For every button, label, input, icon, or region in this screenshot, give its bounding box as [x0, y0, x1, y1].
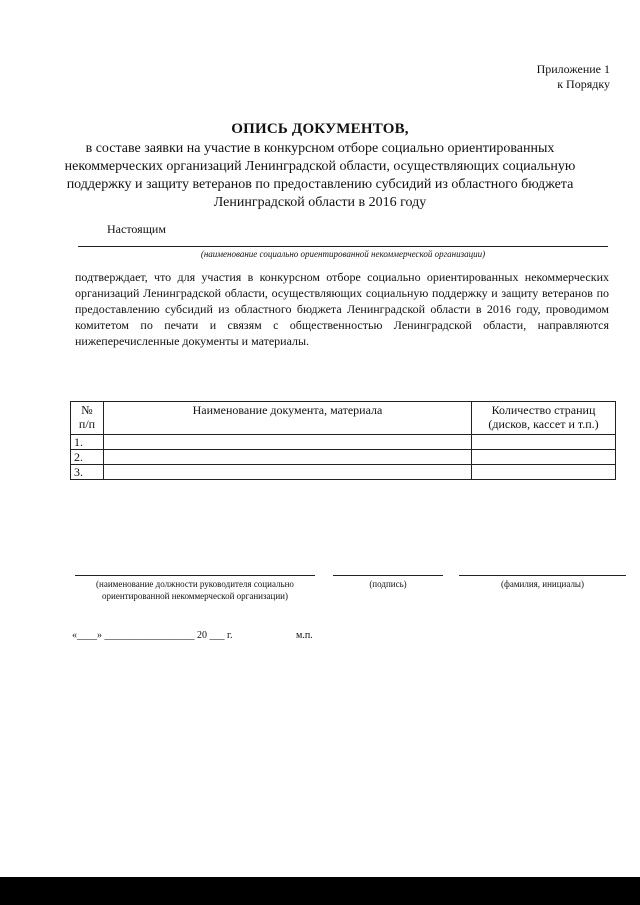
row-num: 2.: [71, 450, 104, 465]
header-count: [472, 402, 616, 435]
header-num-line-2: п/п: [78, 417, 96, 431]
table-row: [71, 450, 616, 465]
signature-caption: (подпись): [369, 579, 407, 589]
table-header-row: [71, 402, 616, 435]
document-title: ОПИСЬ ДОКУМЕНТОВ,: [231, 121, 409, 137]
header-num: [71, 402, 104, 435]
header-num-line-1: №: [81, 403, 93, 417]
date-line: «____» __________________ 20 ___ г.: [72, 630, 233, 641]
organization-name-caption: (наименование социально ориентированной некоммерческой организации): [200, 249, 486, 259]
header-count-line-2: (дисков, кассет и т.п.): [488, 417, 599, 431]
table-row: [71, 435, 616, 450]
annex-line-2: к Порядку: [557, 77, 610, 91]
row-num: 1.: [71, 435, 104, 450]
organization-name-line: [78, 246, 608, 247]
position-signature-line: [75, 575, 315, 576]
row-name-cell[interactable]: [104, 450, 472, 465]
documents-table: [70, 401, 616, 480]
name-caption: (фамилия, инициалы): [501, 579, 584, 589]
position-caption: (наименование должности руководителя социально ориентированной некоммерческой организации): [96, 579, 294, 601]
row-name-cell[interactable]: [104, 435, 472, 450]
hereby-label: Настоящим: [107, 222, 166, 236]
row-count-cell[interactable]: [472, 435, 616, 450]
row-count-cell[interactable]: [472, 450, 616, 465]
annex-line-1: Приложение 1: [536, 62, 610, 76]
row-num: 3.: [71, 465, 104, 480]
signature-line: [333, 575, 443, 576]
table-row: [71, 465, 616, 480]
header-name: Наименование документа, материала: [104, 402, 472, 435]
name-signature-line: [459, 575, 626, 576]
scan-bottom-band: [0, 877, 640, 905]
row-count-cell[interactable]: [472, 465, 616, 480]
confirmation-paragraph: подтверждает, что для участия в конкурсном отборе социально ориентированных некоммерческих организаций Ленинградской области, осуществляющих социальную поддержку и защиту ветеранов по предоставлению субсидий из областного бюджета Ленинградской области в 2016 году, проводимом комитетом по печати и связям с общественностью Ленинградской области, направляются нижеперечисленные документы и материалы.: [75, 270, 609, 348]
row-name-cell[interactable]: [104, 465, 472, 480]
document-subtitle: в составе заявки на участие в конкурсном отборе социально ориентированных некоммерческих организаций Ленинградской области, осуществляющих социальную поддержку и защиту ветеранов по предоставлению субсидий из областного бюджета Ленинградской области в 2016 году: [64, 141, 576, 210]
stamp-placeholder: м.п.: [296, 630, 313, 641]
header-count-line-1: Количество страниц: [491, 403, 596, 417]
annex-reference: [537, 62, 610, 92]
